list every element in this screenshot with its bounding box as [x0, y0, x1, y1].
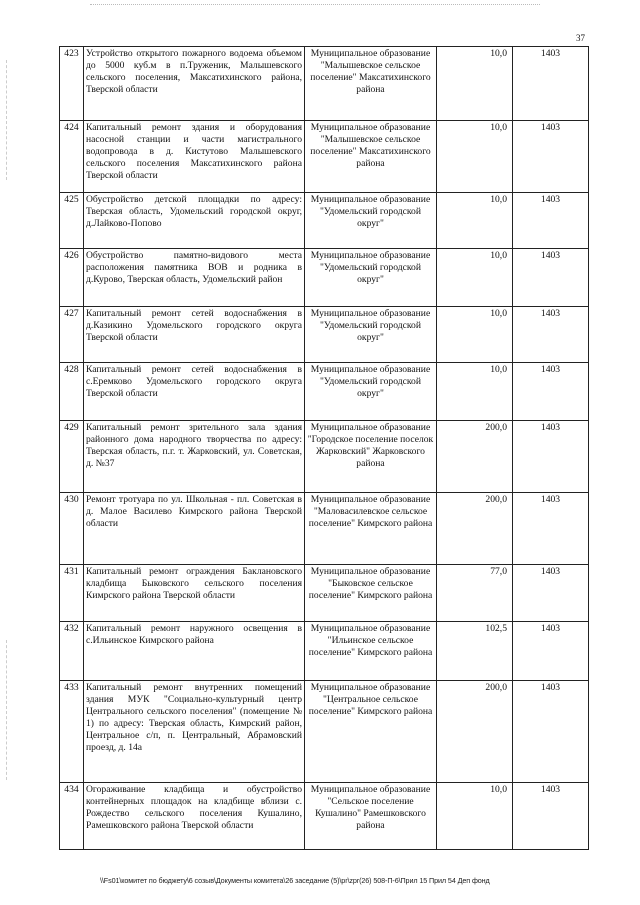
row-number: 431 — [60, 565, 84, 622]
row-recipient: Муниципальное образование "Малышевское сельское поселение" Максатихинского района — [305, 47, 437, 121]
row-code: 1403 — [513, 47, 589, 121]
table-row — [60, 622, 589, 681]
appropriations-table — [59, 46, 589, 850]
scan-artifact-margin — [6, 640, 7, 780]
row-amount: 10,0 — [437, 47, 513, 121]
row-number: 426 — [60, 249, 84, 307]
table-row — [60, 193, 589, 249]
row-amount: 10,0 — [437, 121, 513, 193]
row-recipient: Муниципальное образование "Малышевское сельское поселение" Максатихинского района — [305, 121, 437, 193]
table-row — [60, 565, 589, 622]
row-number: 427 — [60, 307, 84, 363]
row-number: 432 — [60, 622, 84, 681]
row-description: Устройство открытого пожарного водоема объемом до 5000 куб.м в п.Труженик, Малышевского сельского поселения, Максатихинского района, Тверской области — [84, 47, 305, 121]
row-recipient: Муниципальное образование "Удомельский городской округ" — [305, 307, 437, 363]
row-description: Ремонт тротуара по ул. Школьная - пл. Советская в д. Малое Василево Кимрского района Тверской области — [84, 493, 305, 565]
row-number: 425 — [60, 193, 84, 249]
row-number: 434 — [60, 783, 84, 850]
row-recipient: Муниципальное образование "Городское поселение поселок Жарковский" Жарковского района — [305, 421, 437, 493]
row-description: Обустройство памятно-видового места расположения памятника ВОВ и родника в д.Курово, Тверская область, Удомельский район — [84, 249, 305, 307]
row-number: 430 — [60, 493, 84, 565]
row-code: 1403 — [513, 121, 589, 193]
row-recipient: Муниципальное образование "Сельское поселение Кушалино" Рамешковского района — [305, 783, 437, 850]
row-recipient: Муниципальное образование "Ильинское сельское поселение" Кимрского района — [305, 622, 437, 681]
scan-artifact-top — [90, 4, 540, 5]
row-code: 1403 — [513, 421, 589, 493]
row-amount: 10,0 — [437, 363, 513, 421]
row-amount: 77,0 — [437, 565, 513, 622]
table-row — [60, 121, 589, 193]
row-description: Обустройство детской площадки по адресу: Тверская область, Удомельский городской округ, д.Лайково-Попово — [84, 193, 305, 249]
table-row — [60, 681, 589, 783]
row-description: Капитальный ремонт ограждения Баклановского кладбища Быковского сельского поселения Кимрского района Тверской области — [84, 565, 305, 622]
row-number: 424 — [60, 121, 84, 193]
row-amount: 200,0 — [437, 493, 513, 565]
row-description: Капитальный ремонт сетей водоснабжения в д.Казикино Удомельского городского округа Тверской области — [84, 307, 305, 363]
row-code: 1403 — [513, 565, 589, 622]
row-number: 433 — [60, 681, 84, 783]
row-code: 1403 — [513, 493, 589, 565]
row-amount: 10,0 — [437, 249, 513, 307]
row-recipient: Муниципальное образование "Удомельский городской округ" — [305, 193, 437, 249]
table-row — [60, 363, 589, 421]
page-number: 37 — [576, 33, 585, 43]
row-number: 429 — [60, 421, 84, 493]
table-row — [60, 307, 589, 363]
table-row — [60, 249, 589, 307]
row-amount: 10,0 — [437, 307, 513, 363]
row-description: Капитальный ремонт сетей водоснабжения в с.Еремково Удомельского городского округа Тверской области — [84, 363, 305, 421]
row-amount: 200,0 — [437, 681, 513, 783]
row-amount: 10,0 — [437, 783, 513, 850]
row-description: Капитальный ремонт наружного освещения в с.Ильинское Кимрского района — [84, 622, 305, 681]
row-code: 1403 — [513, 681, 589, 783]
row-number: 428 — [60, 363, 84, 421]
row-recipient: Муниципальное образование "Центральное сельское поселение" Кимрского района — [305, 681, 437, 783]
row-recipient: Муниципальное образование "Удомельский городской округ" — [305, 363, 437, 421]
scan-artifact-margin — [6, 60, 7, 180]
table-row — [60, 421, 589, 493]
row-number: 423 — [60, 47, 84, 121]
row-code: 1403 — [513, 363, 589, 421]
table-row — [60, 783, 589, 850]
row-description: Капитальный ремонт внутренних помещений здания МУК "Социально-культурный центр Центрального сельского поселения" (помещение № 1) по адресу: Тверская область, Кимрский район, Центральное с/п, п. Центральный, Абрамовский проезд, д. 14а — [84, 681, 305, 783]
table-body — [60, 47, 589, 850]
row-description: Огораживание кладбища и обустройство контейнерных площадок на кладбище вблизи с. Рождество сельского поселения Кушалино, Рамешковского района Тверской области — [84, 783, 305, 850]
table-row — [60, 47, 589, 121]
row-code: 1403 — [513, 307, 589, 363]
row-amount: 10,0 — [437, 193, 513, 249]
footer-file-path: \\Fs01\комитет по бюджету\6 созыв\Документы комитета\26 заседание (5)\pr\zpr(26) 508-П-6\Прил 15 Прил 54 Деп фонд — [100, 876, 490, 885]
row-code: 1403 — [513, 622, 589, 681]
row-description: Капитальный ремонт здания и оборудования насосной станции и части магистрального водопровода в д. Кистутово Малышевского сельского поселения Максатихинского района Тверской области — [84, 121, 305, 193]
row-recipient: Муниципальное образование "Маловасилевское сельское поселение" Кимрского района — [305, 493, 437, 565]
row-code: 1403 — [513, 193, 589, 249]
row-amount: 200,0 — [437, 421, 513, 493]
row-recipient: Муниципальное образование "Быковское сельское поселение" Кимрского района — [305, 565, 437, 622]
row-code: 1403 — [513, 249, 589, 307]
row-recipient: Муниципальное образование "Удомельский городской округ" — [305, 249, 437, 307]
row-amount: 102,5 — [437, 622, 513, 681]
row-code: 1403 — [513, 783, 589, 850]
table-row — [60, 493, 589, 565]
row-description: Капитальный ремонт зрительного зала здания районного дома народного творчества по адресу: Тверская область, п.г. т. Жарковский, ул. Советская, д. №37 — [84, 421, 305, 493]
